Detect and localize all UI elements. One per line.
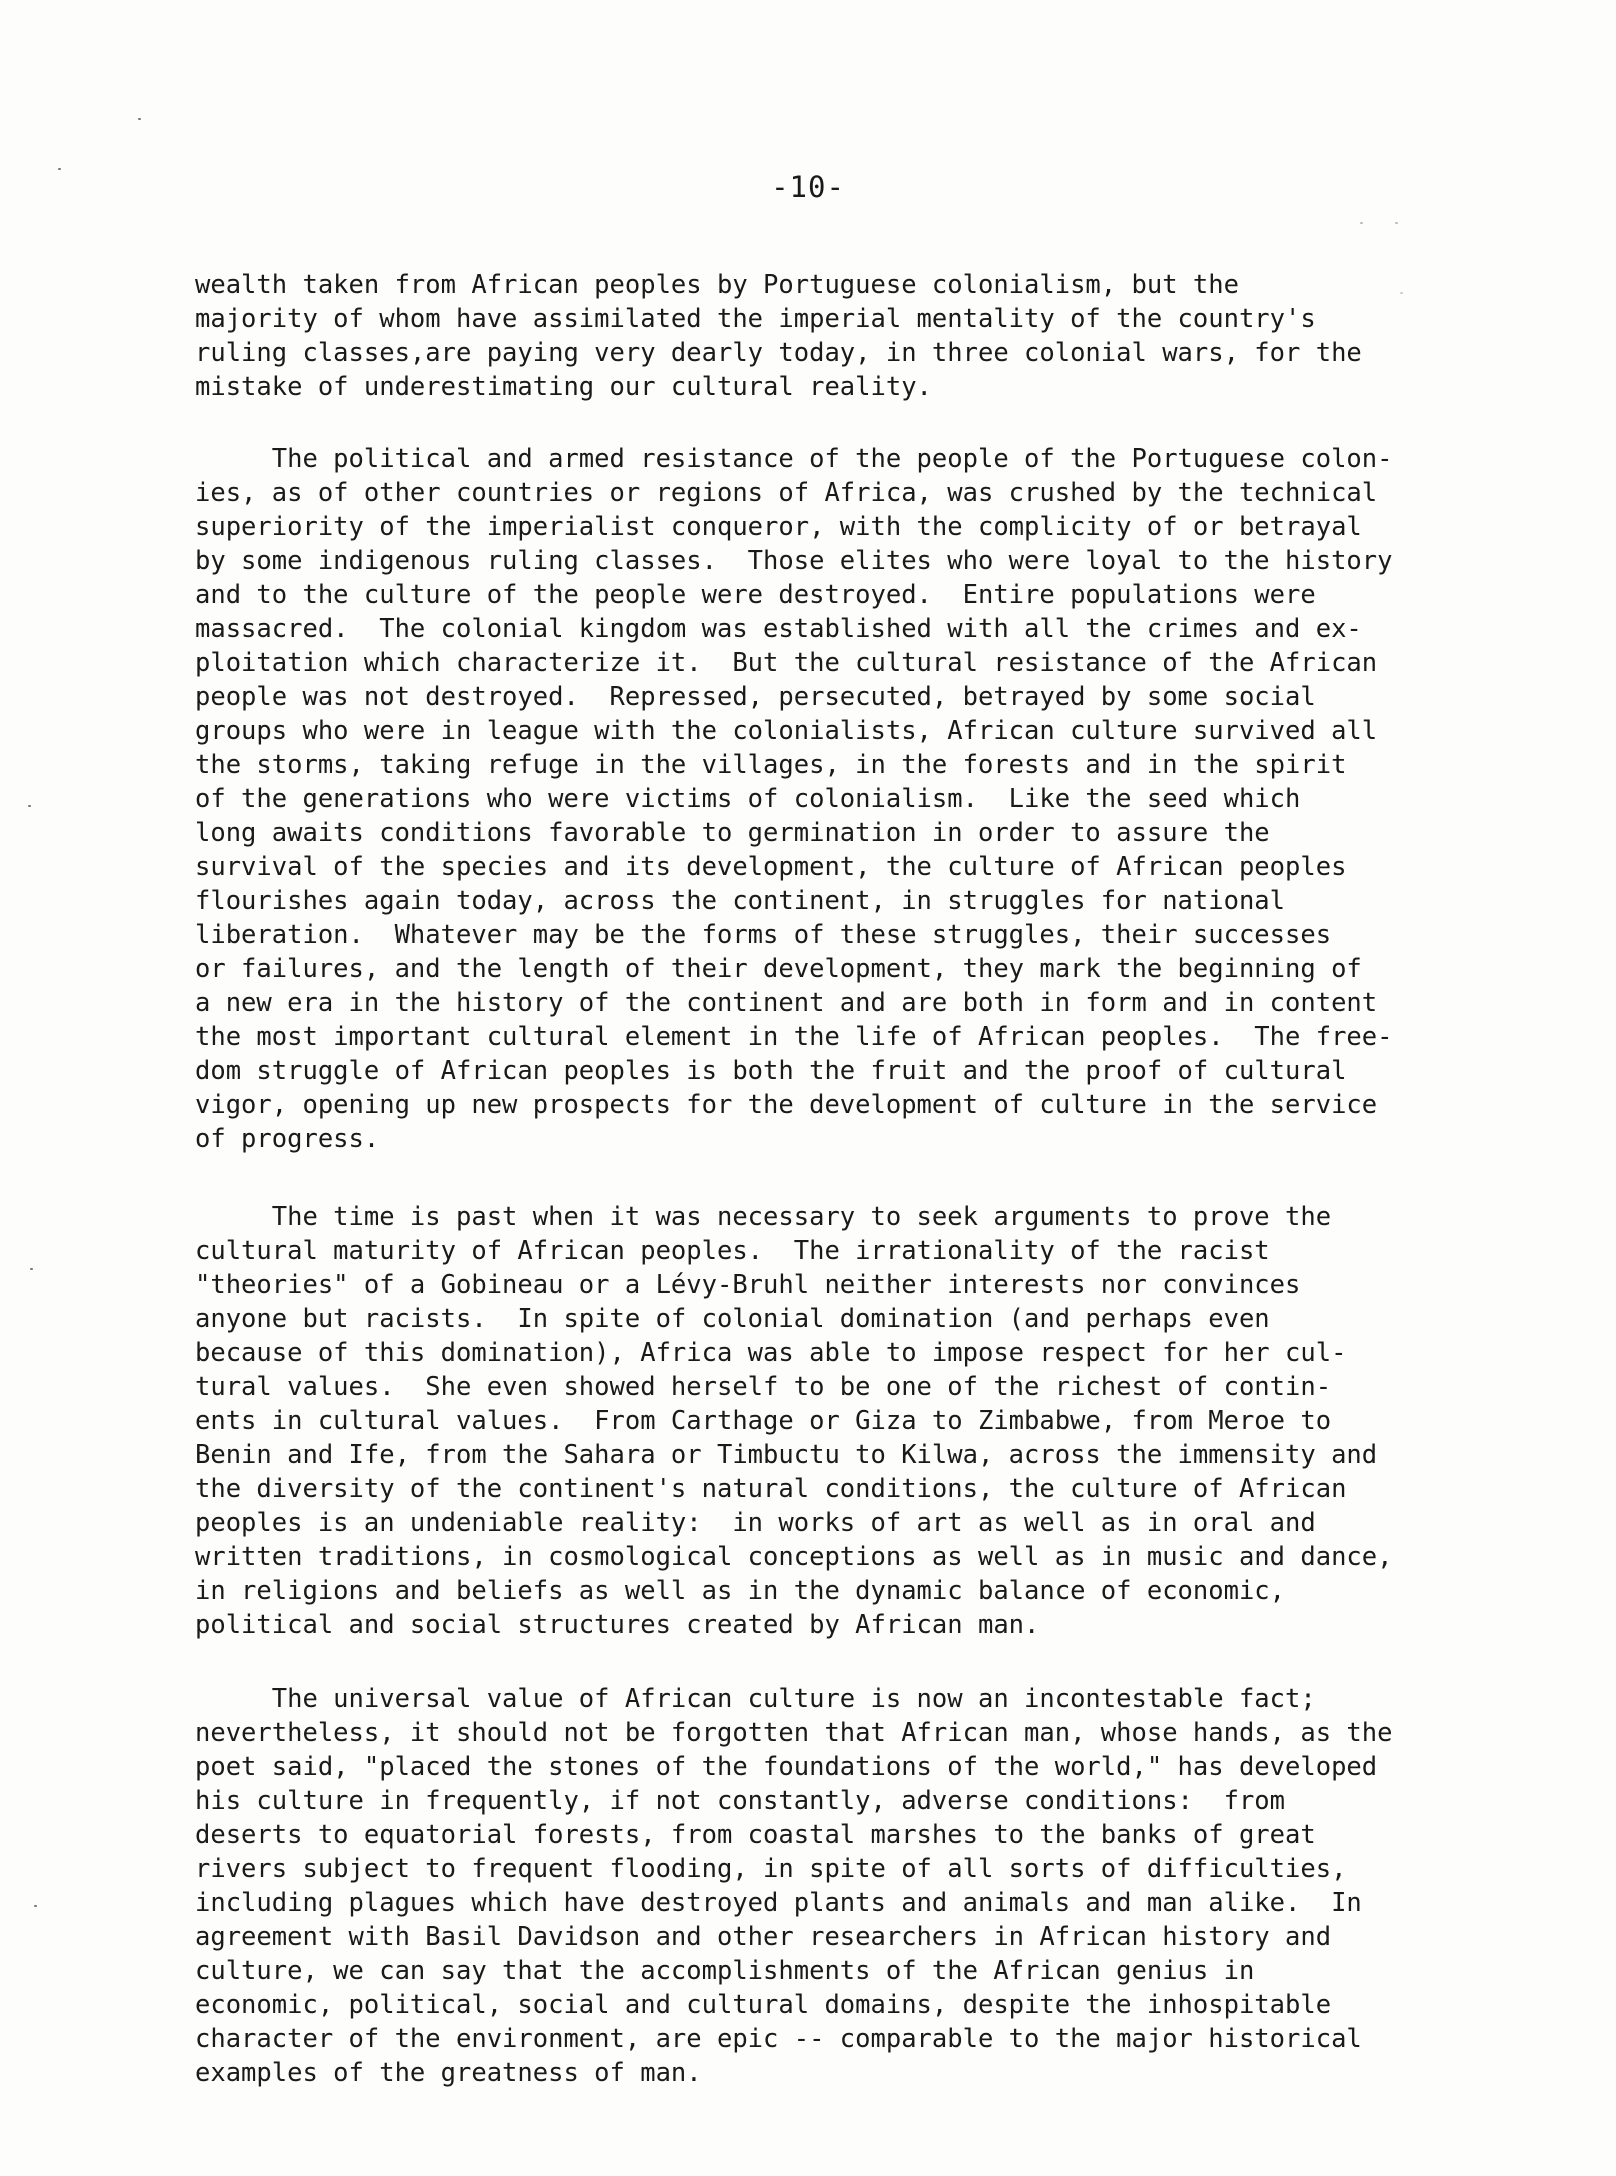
scan-speck bbox=[34, 1905, 37, 1907]
scan-speck bbox=[28, 805, 31, 807]
text-line: wealth taken from African peoples by Portuguese colonialism, but the bbox=[195, 270, 1239, 300]
text-line: ploitation which characterize it. But the cultural resistance of the African bbox=[195, 648, 1378, 678]
text-line: majority of whom have assimilated the imperial mentality of the country's bbox=[195, 304, 1316, 334]
text-line: in religions and beliefs as well as in the dynamic balance of economic, bbox=[195, 1576, 1286, 1606]
paragraph-2 bbox=[195, 442, 1525, 1156]
scan-speck bbox=[1395, 222, 1398, 224]
text-line: rivers subject to frequent flooding, in spite of all sorts of difficulties, bbox=[195, 1854, 1347, 1884]
text-line: character of the environment, are epic -- comparable to the major historical bbox=[195, 2024, 1362, 2054]
text-line: people was not destroyed. Repressed, persecuted, betrayed by some social bbox=[195, 682, 1316, 712]
text-line: tural values. She even showed herself to be one of the richest of contin- bbox=[195, 1372, 1332, 1402]
text-line: agreement with Basil Davidson and other researchers in African history and bbox=[195, 1922, 1332, 1952]
text-line: including plagues which have destroyed plants and animals and man alike. In bbox=[195, 1888, 1362, 1918]
text-line: and to the culture of the people were destroyed. Entire populations were bbox=[195, 580, 1316, 610]
scan-speck bbox=[138, 118, 141, 120]
text-line: written traditions, in cosmological conceptions as well as in music and dance, bbox=[195, 1542, 1393, 1572]
text-line: The political and armed resistance of the people of the Portuguese colon- bbox=[195, 444, 1393, 474]
text-line: political and social structures created by African man. bbox=[195, 1610, 1040, 1640]
text-line: economic, political, social and cultural domains, despite the inhospitable bbox=[195, 1990, 1332, 2020]
paragraph-4 bbox=[195, 1682, 1525, 2090]
paragraph-1 bbox=[195, 268, 1525, 404]
text-line: The time is past when it was necessary to seek arguments to prove the bbox=[195, 1202, 1332, 1232]
text-line: of the generations who were victims of colonialism. Like the seed which bbox=[195, 784, 1301, 814]
text-line: dom struggle of African peoples is both the fruit and the proof of cultural bbox=[195, 1056, 1347, 1086]
text-line: ents in cultural values. From Carthage or Giza to Zimbabwe, from Meroe to bbox=[195, 1406, 1332, 1436]
text-line: the most important cultural element in the life of African peoples. The free- bbox=[195, 1022, 1393, 1052]
text-line: liberation. Whatever may be the forms of these struggles, their successes bbox=[195, 920, 1332, 950]
text-line: or failures, and the length of their development, they mark the beginning of bbox=[195, 954, 1362, 984]
text-line: the storms, taking refuge in the villages, in the forests and in the spirit bbox=[195, 750, 1347, 780]
text-line: the diversity of the continent's natural conditions, the culture of African bbox=[195, 1474, 1347, 1504]
body-text bbox=[195, 268, 1525, 2132]
scan-speck bbox=[30, 1268, 33, 1270]
text-line: by some indigenous ruling classes. Those elites who were loyal to the history bbox=[195, 546, 1393, 576]
text-line: massacred. The colonial kingdom was established with all the crimes and ex- bbox=[195, 614, 1362, 644]
text-line: Benin and Ife, from the Sahara or Timbuctu to Kilwa, across the immensity and bbox=[195, 1440, 1378, 1470]
text-line: culture, we can say that the accomplishments of the African genius in bbox=[195, 1956, 1255, 1986]
text-line: groups who were in league with the colonialists, African culture survived all bbox=[195, 716, 1378, 746]
text-line: nevertheless, it should not be forgotten that African man, whose hands, as the bbox=[195, 1718, 1393, 1748]
text-line: anyone but racists. In spite of colonial domination (and perhaps even bbox=[195, 1304, 1270, 1334]
text-line: The universal value of African culture is now an incontestable fact; bbox=[195, 1684, 1316, 1714]
text-line: a new era in the history of the continent and are both in form and in content bbox=[195, 988, 1378, 1018]
text-line: superiority of the imperialist conqueror, with the complicity of or betrayal bbox=[195, 512, 1362, 542]
text-line: cultural maturity of African peoples. The irrationality of the racist bbox=[195, 1236, 1270, 1266]
text-line: examples of the greatness of man. bbox=[195, 2058, 702, 2088]
text-line: of progress. bbox=[195, 1124, 380, 1154]
text-line: vigor, opening up new prospects for the development of culture in the service bbox=[195, 1090, 1378, 1120]
text-line: because of this domination), Africa was able to impose respect for her cul- bbox=[195, 1338, 1347, 1368]
text-line: "theories" of a Gobineau or a Lévy-Bruhl neither interests nor convinces bbox=[195, 1270, 1301, 1300]
text-line: survival of the species and its development, the culture of African peoples bbox=[195, 852, 1347, 882]
text-line: mistake of underestimating our cultural reality. bbox=[195, 372, 932, 402]
text-line: poet said, "placed the stones of the foundations of the world," has developed bbox=[195, 1752, 1378, 1782]
scan-speck bbox=[1400, 292, 1403, 294]
text-line: long awaits conditions favorable to germination in order to assure the bbox=[195, 818, 1270, 848]
text-line: flourishes again today, across the continent, in struggles for national bbox=[195, 886, 1286, 916]
text-line: his culture in frequently, if not constantly, adverse conditions: from bbox=[195, 1786, 1286, 1816]
paragraph-3 bbox=[195, 1200, 1525, 1642]
text-line: ies, as of other countries or regions of Africa, was crushed by the technical bbox=[195, 478, 1378, 508]
scan-speck bbox=[58, 168, 61, 170]
text-line: peoples is an undeniable reality: in works of art as well as in oral and bbox=[195, 1508, 1316, 1538]
page-number: -10- bbox=[771, 170, 845, 204]
text-line: deserts to equatorial forests, from coastal marshes to the banks of great bbox=[195, 1820, 1316, 1850]
scan-speck bbox=[1360, 222, 1363, 224]
text-line: ruling classes,are paying very dearly today, in three colonial wars, for the bbox=[195, 338, 1362, 368]
